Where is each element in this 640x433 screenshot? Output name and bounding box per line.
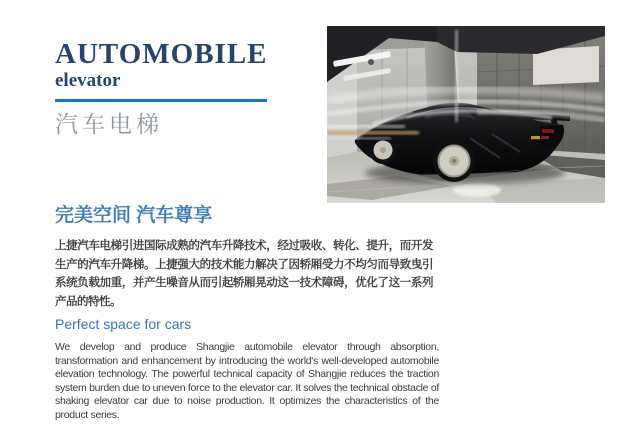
chinese-section: [55, 205, 433, 311]
english-section-body: We develop and produce Shangjie automobile elevator through absorption, transformation and enhancement by introducing the world's well-developed automobile elevation technology. The powerful technical capacity of Shangjie reduces the traction system burden due to uneven force to the elevator car. It solves the technical obstacle of shaking elevator car due to noise production. It optimizes the characteristics of the product series.: [55, 341, 439, 421]
rear-wheel: [433, 140, 475, 182]
masthead: [55, 39, 268, 137]
chinese-section-body: 上捷汽车电梯引进国际成熟的汽车升降技术，经过吸收、转化、提升，而开发生产的汽车升降梯。上捷强大的技术能力解决了因轿厢受力不均匀而导致曳引系统负载加重，并产生噪音从而引起轿厢晃动这一技术障碍，优化了这一系列产品的特性。: [55, 240, 433, 308]
chinese-section-heading: 完美空间 汽车尊享: [55, 205, 213, 226]
page-title: AUTOMOBILE: [55, 38, 268, 70]
front-wheel: [369, 136, 397, 164]
page-title-chinese: 汽车电梯: [55, 111, 163, 137]
english-section-heading: Perfect space for cars: [55, 316, 192, 332]
elevator-car-photo: [327, 26, 605, 203]
english-section: [55, 316, 439, 422]
page-subtitle: elevator: [55, 70, 121, 91]
elevator-car-illustration: [327, 26, 605, 203]
accent-rule: [55, 99, 267, 102]
